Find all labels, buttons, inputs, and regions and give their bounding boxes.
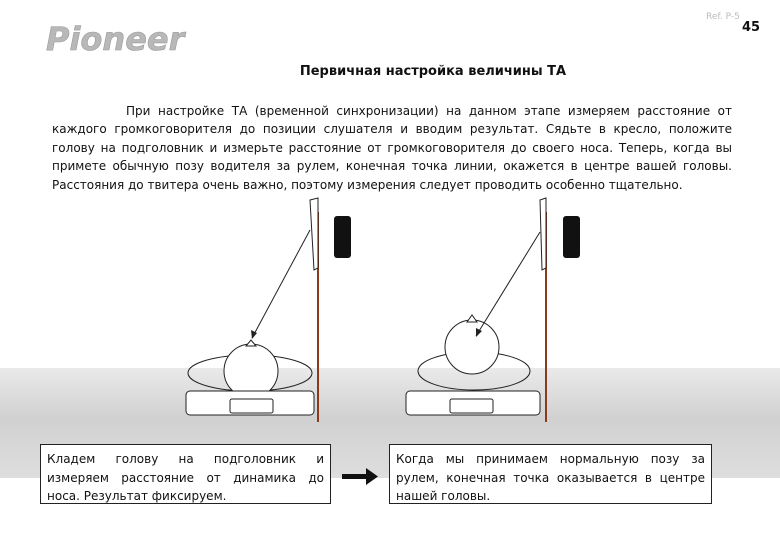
page-number: 45 — [742, 20, 761, 35]
left-measure-line — [252, 230, 310, 338]
right-tweeter-mount — [540, 198, 546, 270]
left-tweeter-mount — [310, 198, 318, 270]
right-scene — [406, 198, 580, 422]
left-nose — [246, 340, 256, 346]
left-head — [224, 344, 278, 398]
right-arrow-icon — [342, 468, 378, 485]
logo-text: Pioneer — [46, 22, 185, 58]
caption-right: Когда мы принимаем нормальную позу за рулем, конечная точка оказывается в центре нашей головы. — [389, 444, 712, 504]
right-headrest-cushion — [450, 399, 493, 413]
right-head — [445, 320, 499, 374]
page-title: Первичная настройка величины ТА — [299, 64, 567, 79]
right-measure-line — [476, 232, 540, 336]
body-paragraph: При настройке ТА (временной синхронизации) на данном этапе измеряем расстояние от каждого громкоговорителя до позиции слушателя и вводим результат. Сядьте в кресло, положите голову на подголовник и измерьте расстояние от громкоговорителя до своего носа. Теперь, когда вы примете обычную позу водителя за рулем, конечная точка линии, окажется в центре вашей головы. Расстояния до твитера очень важно, поэтому измерения следует проводить особенно тщательно. — [52, 104, 732, 192]
reference-code: Ref. P-5 — [706, 12, 740, 22]
left-scene — [186, 198, 351, 422]
left-tweeter-speaker — [334, 216, 351, 258]
caption-left: Кладем голову на подголовник и измеряем расстояние от динамика до носа. Результат фиксируем. — [40, 444, 331, 504]
right-tweeter-speaker — [563, 216, 580, 258]
right-nose — [467, 315, 477, 322]
left-headrest-cushion — [230, 399, 273, 413]
